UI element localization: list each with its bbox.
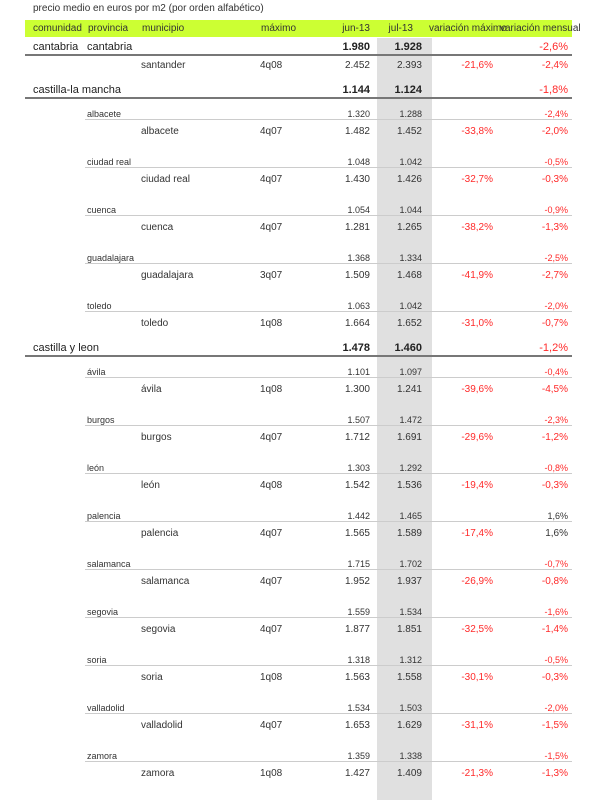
cell-jun: 1.542 — [344, 480, 370, 491]
cell-var-mens: -2,6% — [539, 41, 568, 53]
cell-var-mens: -2,4% — [541, 60, 568, 71]
provincia-divider — [85, 617, 572, 618]
cell-jul: 1.629 — [396, 720, 422, 731]
cell-jun: 1.144 — [342, 84, 370, 96]
cell-jul: 1.042 — [399, 301, 422, 311]
cell-maximo: 4q07 — [260, 576, 283, 587]
cell-jul: 1.292 — [399, 463, 422, 473]
cell-var-mens: -2,0% — [544, 301, 568, 311]
header-jun: jun-13 — [342, 23, 370, 34]
cell-jun: 1.507 — [347, 415, 370, 425]
cell-var-mens: -0,5% — [544, 655, 568, 665]
municipio-row — [0, 527, 610, 541]
cell-jun: 1.509 — [344, 270, 370, 281]
cell-provincia: segovia — [87, 607, 119, 617]
cell-var-max: -41,9% — [461, 270, 493, 281]
cell-jun: 1.565 — [344, 528, 370, 539]
cell-var-max: -33,8% — [461, 126, 493, 137]
provincia-divider — [85, 263, 572, 264]
cell-var-mens: -2,5% — [544, 253, 568, 263]
cell-jun: 1.442 — [347, 511, 370, 521]
cell-provincia: palencia — [87, 511, 121, 521]
comunidad-row — [0, 40, 610, 54]
cell-jun: 1.980 — [342, 41, 370, 53]
cell-var-max: -17,4% — [461, 528, 493, 539]
cell-var-mens: -4,5% — [541, 384, 568, 395]
cell-var-mens: -2,0% — [544, 703, 568, 713]
cell-jun: 1.054 — [347, 205, 370, 215]
cell-municipio: segovia — [141, 624, 176, 635]
cell-municipio: valladolid — [141, 720, 183, 731]
cell-jul: 1.044 — [399, 205, 422, 215]
cell-var-mens: -2,3% — [544, 415, 568, 425]
cell-comunidad: cantabria — [33, 41, 79, 53]
municipio-row — [0, 269, 610, 283]
provincia-divider — [85, 311, 572, 312]
cell-var-mens: -2,0% — [541, 126, 568, 137]
cell-var-mens: -2,7% — [541, 270, 568, 281]
cell-municipio: soria — [141, 672, 163, 683]
table-header — [25, 20, 581, 37]
cell-maximo: 4q08 — [260, 60, 283, 71]
cell-municipio: salamanca — [141, 576, 190, 587]
provincia-divider — [85, 473, 572, 474]
cell-var-mens: -0,7% — [541, 318, 568, 329]
cell-jul: 1.536 — [396, 480, 422, 491]
cell-jun: 1.563 — [344, 672, 370, 683]
cell-var-mens: -0,7% — [544, 559, 568, 569]
cell-jun: 1.559 — [347, 607, 370, 617]
cell-var-mens: -1,3% — [541, 768, 568, 779]
municipio-row — [0, 671, 610, 685]
cell-provincia: cantabria — [87, 41, 133, 53]
cell-var-mens: -0,8% — [541, 576, 568, 587]
cell-jun: 1.478 — [342, 342, 370, 354]
cell-jun: 1.101 — [347, 367, 370, 377]
cell-municipio: león — [141, 480, 160, 491]
cell-jul: 2.393 — [396, 60, 422, 71]
cell-jul: 1.534 — [399, 607, 422, 617]
cell-var-mens: -1,3% — [541, 222, 568, 233]
cell-jun: 1.877 — [344, 624, 370, 635]
cell-var-mens: -2,4% — [544, 109, 568, 119]
cell-jun: 1.320 — [347, 109, 370, 119]
cell-jul: 1.465 — [399, 511, 422, 521]
cell-provincia: salamanca — [87, 559, 131, 569]
cell-provincia: albacete — [87, 109, 122, 119]
cell-jul: 1.452 — [396, 126, 422, 137]
cell-jul: 1.691 — [396, 432, 422, 443]
cell-municipio: santander — [141, 60, 186, 71]
cell-jul: 1.937 — [396, 576, 422, 587]
cell-jul: 1.265 — [396, 222, 422, 233]
provincia-divider — [85, 761, 572, 762]
cell-jun: 1.063 — [347, 301, 370, 311]
cell-var-max: -26,9% — [461, 576, 493, 587]
comunidad-divider — [25, 54, 572, 56]
provincia-divider — [85, 713, 572, 714]
cell-jun: 1.430 — [344, 174, 370, 185]
cell-maximo: 3q07 — [260, 270, 283, 281]
header-maximo: máximo — [261, 23, 297, 34]
cell-var-mens: -1,5% — [541, 720, 568, 731]
cell-var-max: -21,3% — [461, 768, 493, 779]
cell-var-max: -31,1% — [461, 720, 493, 731]
header-var-max: variación máximo — [429, 23, 507, 34]
cell-municipio: toledo — [141, 318, 169, 329]
cell-var-max: -29,6% — [461, 432, 493, 443]
cell-jun: 1.482 — [344, 126, 370, 137]
cell-jun: 1.281 — [344, 222, 370, 233]
cell-maximo: 4q07 — [260, 720, 283, 731]
cell-jul: 1.702 — [399, 559, 422, 569]
cell-provincia: toledo — [87, 301, 112, 311]
cell-municipio: ciudad real — [141, 174, 190, 185]
cell-var-mens: 1,6% — [545, 528, 568, 539]
cell-var-max: -30,1% — [461, 672, 493, 683]
cell-var-mens: -0,3% — [541, 174, 568, 185]
cell-var-mens: -1,5% — [544, 751, 568, 761]
cell-var-max: -32,5% — [461, 624, 493, 635]
provincia-divider — [85, 167, 572, 168]
municipio-row — [0, 719, 610, 733]
cell-municipio: burgos — [141, 432, 172, 443]
cell-var-max: -19,4% — [461, 480, 493, 491]
provincia-divider — [85, 665, 572, 666]
cell-var-mens: -0,4% — [544, 367, 568, 377]
cell-var-mens: -0,5% — [544, 157, 568, 167]
cell-jul: 1.288 — [399, 109, 422, 119]
cell-jun: 1.359 — [347, 751, 370, 761]
cell-provincia: ávila — [87, 367, 106, 377]
cell-municipio: palencia — [141, 528, 179, 539]
provincia-divider — [85, 569, 572, 570]
cell-provincia: zamora — [87, 751, 118, 761]
comunidad-divider — [25, 97, 572, 99]
cell-maximo: 4q07 — [260, 624, 283, 635]
cell-municipio: ávila — [141, 384, 162, 395]
cell-maximo: 1q08 — [260, 318, 283, 329]
cell-jun: 1.664 — [344, 318, 370, 329]
provincia-divider — [85, 521, 572, 522]
cell-var-max: -31,0% — [461, 318, 493, 329]
cell-jun: 1.952 — [344, 576, 370, 587]
cell-provincia: burgos — [87, 415, 115, 425]
municipio-row — [0, 221, 610, 235]
cell-var-mens: -1,6% — [544, 607, 568, 617]
municipio-row — [0, 767, 610, 781]
cell-jul: 1.124 — [394, 84, 422, 96]
cell-maximo: 4q07 — [260, 432, 283, 443]
cell-var-mens: -1,8% — [539, 84, 568, 96]
cell-jul: 1.589 — [396, 528, 422, 539]
header-comunidad: comunidad — [33, 23, 82, 34]
cell-maximo: 1q08 — [260, 672, 283, 683]
cell-jul: 1.928 — [394, 41, 422, 53]
cell-var-max: -32,7% — [461, 174, 493, 185]
municipio-row — [0, 623, 610, 637]
cell-jul: 1.558 — [396, 672, 422, 683]
cell-var-mens: -1,2% — [539, 342, 568, 354]
cell-jul: 1.426 — [396, 174, 422, 185]
municipio-row — [0, 431, 610, 445]
cell-jun: 1.534 — [347, 703, 370, 713]
municipio-row — [0, 383, 610, 397]
header-provincia: provincia — [88, 23, 129, 34]
comunidad-row — [0, 83, 610, 97]
cell-jun: 1.427 — [344, 768, 370, 779]
provincia-divider — [85, 377, 572, 378]
cell-provincia: soria — [87, 655, 107, 665]
cell-var-mens: -1,4% — [541, 624, 568, 635]
municipio-row — [0, 173, 610, 187]
municipio-row — [0, 317, 610, 331]
municipio-row — [0, 125, 610, 139]
cell-jul: 1.851 — [396, 624, 422, 635]
provincia-divider — [85, 215, 572, 216]
provincia-divider — [85, 425, 572, 426]
cell-jul: 1.312 — [399, 655, 422, 665]
provincia-divider — [85, 119, 572, 120]
municipio-row — [0, 575, 610, 589]
cell-maximo: 4q07 — [260, 126, 283, 137]
cell-jun: 1.300 — [344, 384, 370, 395]
cell-var-mens: -0,8% — [544, 463, 568, 473]
cell-var-mens: -1,2% — [541, 432, 568, 443]
cell-var-mens: -0,9% — [544, 205, 568, 215]
cell-comunidad: castilla y leon — [33, 342, 100, 354]
comunidad-divider — [25, 355, 572, 357]
cell-jun: 1.715 — [347, 559, 370, 569]
cell-maximo: 1q08 — [260, 768, 283, 779]
cell-municipio: guadalajara — [141, 270, 194, 281]
municipio-row — [0, 479, 610, 493]
cell-provincia: ciudad real — [87, 157, 132, 167]
cell-maximo: 4q07 — [260, 528, 283, 539]
cell-provincia: guadalajara — [87, 253, 135, 263]
cell-maximo: 4q08 — [260, 480, 283, 491]
cell-jun: 1.303 — [347, 463, 370, 473]
cell-maximo: 4q07 — [260, 174, 283, 185]
cell-jul: 1.652 — [396, 318, 422, 329]
cell-jul: 1.409 — [396, 768, 422, 779]
cell-jul: 1.042 — [399, 157, 422, 167]
cell-var-max: -39,6% — [461, 384, 493, 395]
cell-maximo: 1q08 — [260, 384, 283, 395]
cell-jun: 1.048 — [347, 157, 370, 167]
cell-jun: 1.368 — [347, 253, 370, 263]
cell-var-max: -21,6% — [461, 60, 493, 71]
cell-comunidad: castilla-la mancha — [33, 84, 122, 96]
cell-jun: 1.653 — [344, 720, 370, 731]
cell-maximo: 4q07 — [260, 222, 283, 233]
cell-jul: 1.472 — [399, 415, 422, 425]
comunidad-row — [0, 341, 610, 355]
cell-municipio: zamora — [141, 768, 175, 779]
cell-var-mens: -0,3% — [541, 672, 568, 683]
cell-jul: 1.097 — [399, 367, 422, 377]
cell-provincia: león — [87, 463, 105, 473]
cell-jul: 1.468 — [396, 270, 422, 281]
cell-var-max: -38,2% — [461, 222, 493, 233]
header-var-mens: variación mensual — [500, 23, 581, 34]
cell-var-mens: -0,3% — [541, 480, 568, 491]
cell-var-mens: 1,6% — [547, 511, 568, 521]
cell-jul: 1.241 — [396, 384, 422, 395]
cell-jul: 1.338 — [399, 751, 422, 761]
cell-provincia: cuenca — [87, 205, 117, 215]
table-title: precio medio en euros por m2 (por orden alfabético) — [33, 3, 264, 14]
header-municipio: municipio — [142, 23, 185, 34]
header-jul: jul-13 — [388, 23, 413, 34]
cell-jun: 1.712 — [344, 432, 370, 443]
cell-municipio: albacete — [141, 126, 179, 137]
cell-jul: 1.334 — [399, 253, 422, 263]
cell-provincia: valladolid — [87, 703, 125, 713]
cell-jul: 1.460 — [394, 342, 422, 354]
municipio-row — [0, 59, 610, 73]
cell-jul: 1.503 — [399, 703, 422, 713]
cell-jun: 2.452 — [344, 60, 370, 71]
cell-municipio: cuenca — [141, 222, 174, 233]
cell-jun: 1.318 — [347, 655, 370, 665]
